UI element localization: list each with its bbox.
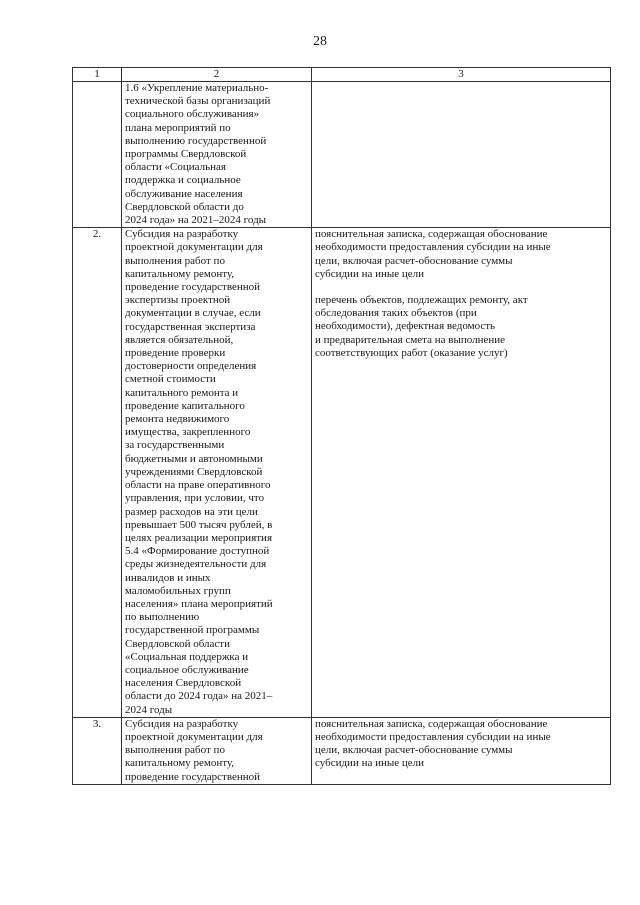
table-row bbox=[73, 228, 611, 718]
table-row bbox=[73, 82, 611, 228]
column-header-1: 1 bbox=[73, 68, 122, 82]
row-documents bbox=[312, 717, 611, 784]
column-header-3: 3 bbox=[312, 68, 611, 82]
page-number: 28 bbox=[313, 34, 327, 49]
row-number: 2. bbox=[73, 228, 122, 718]
row-description: 1.6 «Укрепление материально- технической базы организаций социального обслуживания» плана мероприятий по выполнению государственной программы Свердловской области «Социальная поддержка и социальное обслуживание населения Свердловской области до 2024 года» на 2021–2024 годы bbox=[122, 82, 312, 228]
table-header-row bbox=[73, 68, 611, 82]
document-item: пояснительная записка, содержащая обоснование необходимости предоставления субсидии на иные цели, включая расчет-обоснование суммы субсидии на иные цели bbox=[315, 228, 551, 280]
row-number: 3. bbox=[73, 717, 122, 784]
row-description: Субсидия на разработку проектной документации для выполнения работ по капитальному ремонту, проведение государственной bbox=[122, 717, 312, 784]
row-documents bbox=[312, 228, 611, 718]
row-documents bbox=[312, 82, 611, 228]
document-table bbox=[72, 67, 611, 785]
paragraph-spacer bbox=[315, 281, 607, 294]
table-row bbox=[73, 717, 611, 784]
row-description: Субсидия на разработку проектной документации для выполнения работ по капитальному ремонту, проведение государственной экспертизы проектной документации в случае, если государственная экспертиза является обязательной, проведение проверки достоверности определения сметной стоимости капитального ремонта и проведение капитального ремонта недвижимого имущества, закрепленного за государственными бюджетными и автономными учреждениями Свердловской области на праве оперативного управления, при условии, что размер расходов на эти цели превышает 500 тысяч рублей, в целях реализации мероприятия 5.4 «Формирование доступной среды жизнедеятельности для инвалидов и иных маломобильных групп населения» плана мероприятий по выполнению государственной программы Свердловской области «Социальная поддержка и социальное обслуживание населения Свердловской области до 2024 года» на 2021– 2024 годы bbox=[122, 228, 312, 718]
document-item: перечень объектов, подлежащих ремонту, акт обследования таких объектов (при необходимости), дефектная ведомость и предварительная смета на выполнение соответствующих работ (оказание услуг) bbox=[315, 294, 528, 359]
row-number bbox=[73, 82, 122, 228]
document-item: пояснительная записка, содержащая обоснование необходимости предоставления субсидии на иные цели, включая расчет-обоснование суммы субсидии на иные цели bbox=[315, 717, 551, 770]
column-header-2: 2 bbox=[122, 68, 312, 82]
